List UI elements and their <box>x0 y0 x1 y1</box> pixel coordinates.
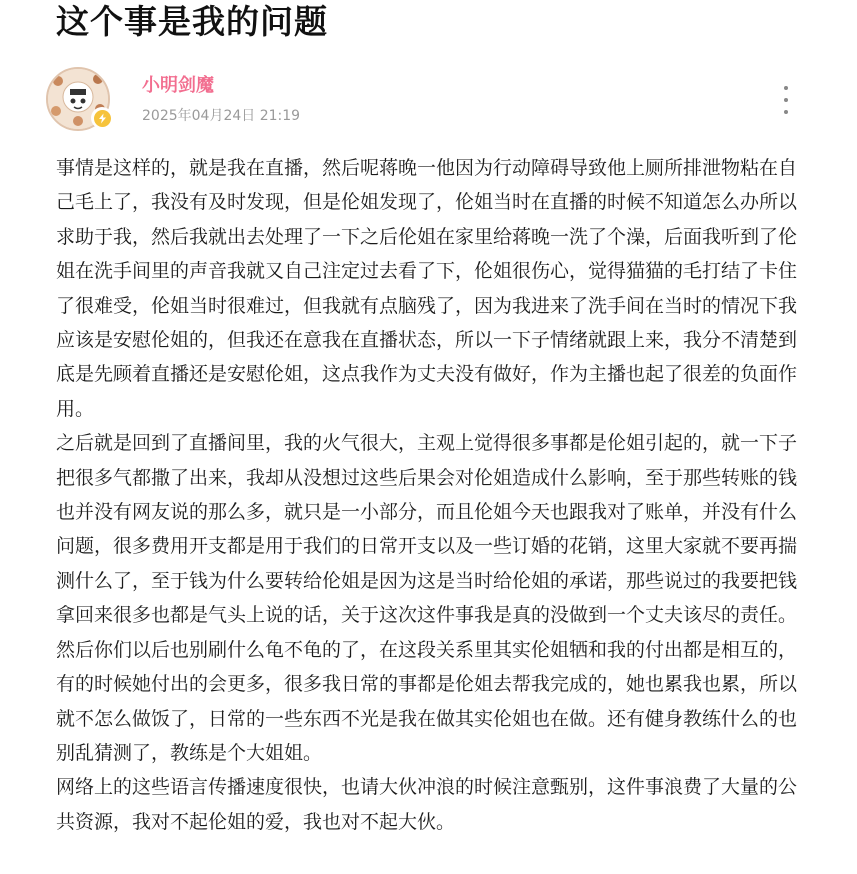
more-dot <box>784 86 788 90</box>
post-paragraph: 事情是这样的，就是我在直播，然后呢蒋晚一他因为行动障碍导致他上厕所排泄物粘在自己毛上了，我没有及时发现，但是伦姐发现了，伦姐当时在直播的时候不知道怎么办所以求助于我，然后我就出去处理了一下之后伦姐在家里给蒋晚一洗了个澡，后面我听到了伦姐在洗手间里的声音我就又自己注定过去看了下，伦姐很伤心，觉得猫猫的毛打结了卡住了很难受，伦姐当时很难过，但我就有点脑残了，因为我进来了洗手间在当时的情况下我应该是安慰伦姐的，但我还在意我在直播状态，所以一下子情绪就跟上来，我分不清楚到底是先顾着直播还是安慰伦姐，这点我作为丈夫没有做好，作为主播也起了很差的负面作用。 <box>56 157 798 420</box>
more-dot <box>784 110 788 114</box>
lightning-badge-icon <box>91 107 113 129</box>
author-name[interactable]: 小明剑魔 <box>142 75 214 96</box>
more-vertical-icon[interactable] <box>776 86 796 114</box>
post-title: 这个事是我的问题 <box>56 2 328 41</box>
post-paragraph: 网络上的这些语言传播速度很快，也请大伙冲浪的时候注意甄别，这件事浪费了大量的公共资源，我对不起伦姐的爱，我也对不起大伙。 <box>56 776 798 833</box>
post-body <box>56 151 806 839</box>
post-paragraph: 之后就是回到了直播间里，我的火气很大，主观上觉得很多事都是伦姐引起的，就一下子把很多气都撒了出来，我却从没想过这些后果会对伦姐造成什么影响，至于那些转账的钱也并没有网友说的那么多，就只是一小部分，而且伦姐今天也跟我对了账单，并没有什么问题，很多费用开支都是用于我们的日常开支以及一些订婚的花销，这里大家就不要再揣测什么了，至于钱为什么要转给伦姐是因为这是当时给伦姐的承诺，那些说过的我要把钱拿回来很多也都是气头上说的话，关于这次这件事我是真的没做到一个丈夫该尽的责任。然后你们以后也别刷什么龟不龟的了，在这段关系里其实伦姐牺和我的付出都是相互的，有的时候她付出的会更多，很多我日常的事都是伦姐去帮我完成的，她也累我也累，所以就不怎么做饭了，日常的一些东西不光是我在做其实伦姐也在做。还有健身教练什么的也别乱猜测了，教练是个大姐姐。 <box>56 432 798 764</box>
post-timestamp: 2025年04月24日 21:19 <box>142 108 301 124</box>
more-dot <box>784 98 788 102</box>
